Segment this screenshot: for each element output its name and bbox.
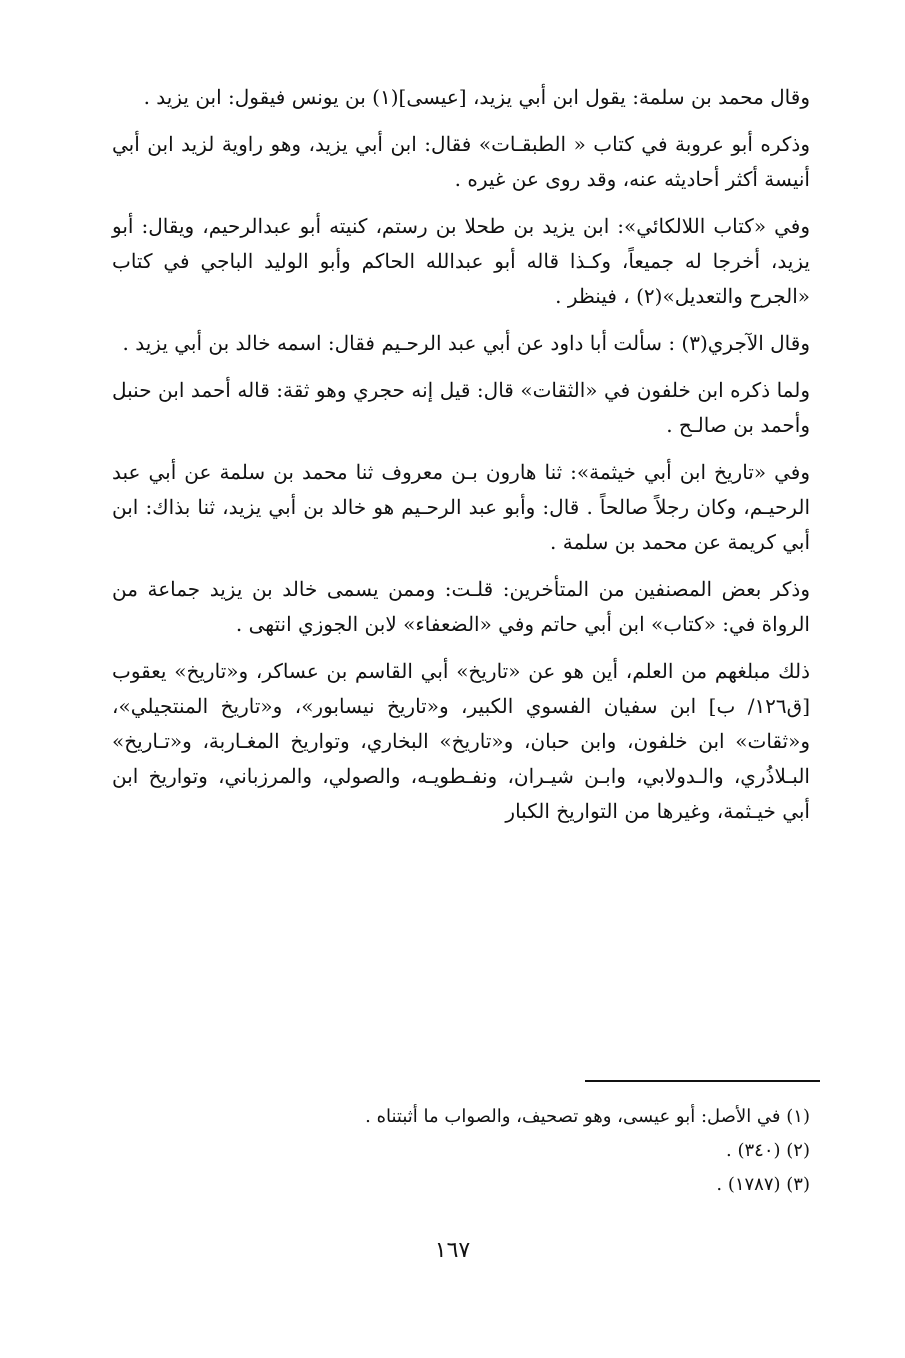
footnote-1: (١) في الأصل: أبو عيسى، وهو تصحيف، والصواب ما أثبتناه . (365, 1106, 810, 1127)
footnote-2: (٢) (٣٤٠) . (726, 1140, 810, 1161)
page-number: ١٦٧ (434, 1238, 471, 1263)
paragraph-3: وفي «كتاب اللالكائي»: ابن يزيد بن طحلا بن رستم، كنيته أبو عبدالرحيم، ويقال: أبو يزيد، أخرجا له جميعاً، وكـذا قاله أبو عبدالله الحاكم وأبو الوليد الباجي في كتاب «الجرح والتعديل»(٢) ، فينظر . (112, 214, 810, 308)
paragraph-4: وقال الآجري(٣) : سألت أبا داود عن أبي عبد الرحـيم فقال: اسمه خالد بن أبي يزيد . (122, 331, 810, 355)
paragraph-7: وذكر بعض المصنفين من المتأخرين: قلـت: وممن يسمى خالد بن يزيد جماعة من الرواة في: «كتاب» ابن أبي حاتم وفي «الضعفاء» لابن الجوزي انتهى . (112, 577, 810, 636)
footnotes (112, 1100, 810, 1202)
paragraph-1: وقال محمد بن سلمة: يقول ابن أبي يزيد، [عيسى](١) بن يونس فيقول: ابن يزيد . (143, 85, 810, 109)
paragraph-2: وذكره أبو عروبة في كتاب « الطبقـات» فقال: ابن أبي يزيد، وهو راوية لزيد ابن أبي أنيسة أكثر أحاديثه عنه، وقد روى عن غيره . (112, 132, 810, 191)
paragraph-5: ولما ذكره ابن خلفون في «الثقات» قال: قيل إنه حجري وهو ثقة: قاله أحمد ابن حنبل وأحمد بن صالـح . (112, 378, 810, 437)
footnote-3: (٣) (١٧٨٧) . (716, 1174, 810, 1195)
footnote-separator (585, 1080, 820, 1082)
paragraph-6: وفي «تاريخ ابن أبي خيثمة»: ثنا هارون بـن معروف ثنا محمد بن سلمة عن أبي عبد الرحيـم، وكان رجلاً صالحاً . قال: وأبو عبد الرحـيم هو خالد بن أبي يزيد، ثنا بذاك: ابن أبي كريمة عن محمد بن سلمة . (112, 460, 810, 554)
paragraph-8: ذلك مبلغهم من العلم، أين هو عن «تاريخ» أبي القاسم بن عساكر، و«تاريخ» يعقوب [ق١٢٦/ ب] ابن سفيان الفسوي الكبير، و«تاريخ نيسابور»، و«تاريخ المنتجيلي»، و«ثقات» ابن خلفون، وابن حبان، و«تاريخ» البخاري، وتواريخ المغـاربة، و«تـاريخ» البـلاذُري، والـدولابي، وابـن شيـران، ونفـطويـه، والصولي، والمرزباني، وتواريخ ابن أبي خيـثمة، وغيرها من التواريخ الكبار (112, 659, 810, 823)
main-text (112, 80, 810, 841)
